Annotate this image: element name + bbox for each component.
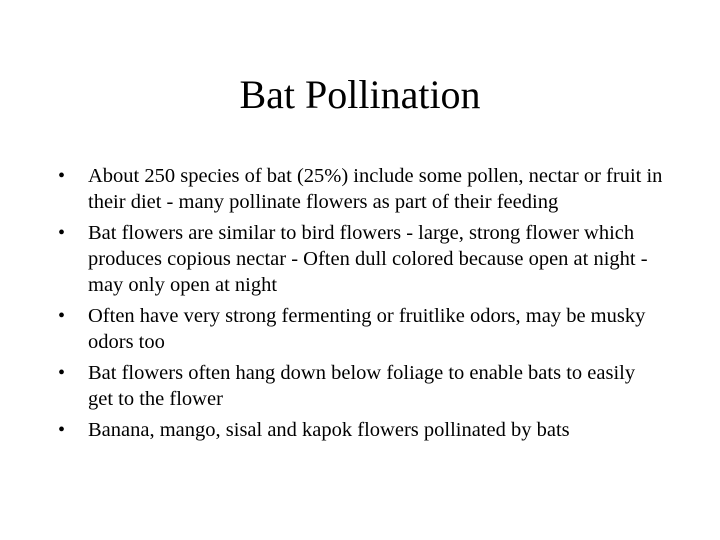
bullet-icon: •	[58, 305, 66, 327]
bullet-item-1	[54, 163, 664, 215]
bullet-text: Bat flowers often hang down below foliage to enable bats to easily get to the flower	[88, 362, 636, 410]
bullet-list	[54, 163, 664, 448]
slide-title: Bat Pollination	[239, 72, 481, 117]
bullet-icon: •	[58, 419, 66, 441]
bullet-item-4	[54, 360, 664, 412]
bullet-text: About 250 species of bat (25%) include some pollen, nectar or fruit in their diet - many pollinate flowers as part of their feeding	[88, 165, 663, 213]
bullet-text: Often have very strong fermenting or fruitlike odors, may be musky odors too	[88, 305, 646, 353]
bullet-item-3	[54, 303, 664, 355]
bullet-item-2	[54, 220, 664, 298]
bullet-icon: •	[58, 165, 66, 187]
bullet-item-5	[54, 417, 664, 443]
bullet-text: Bat flowers are similar to bird flowers - large, strong flower which produces copious nectar - Often dull colored because open at night - may only open at night	[88, 222, 648, 296]
bullet-icon: •	[58, 362, 66, 384]
bullet-icon: •	[58, 222, 66, 244]
bullet-text: Banana, mango, sisal and kapok flowers pollinated by bats	[88, 419, 570, 441]
